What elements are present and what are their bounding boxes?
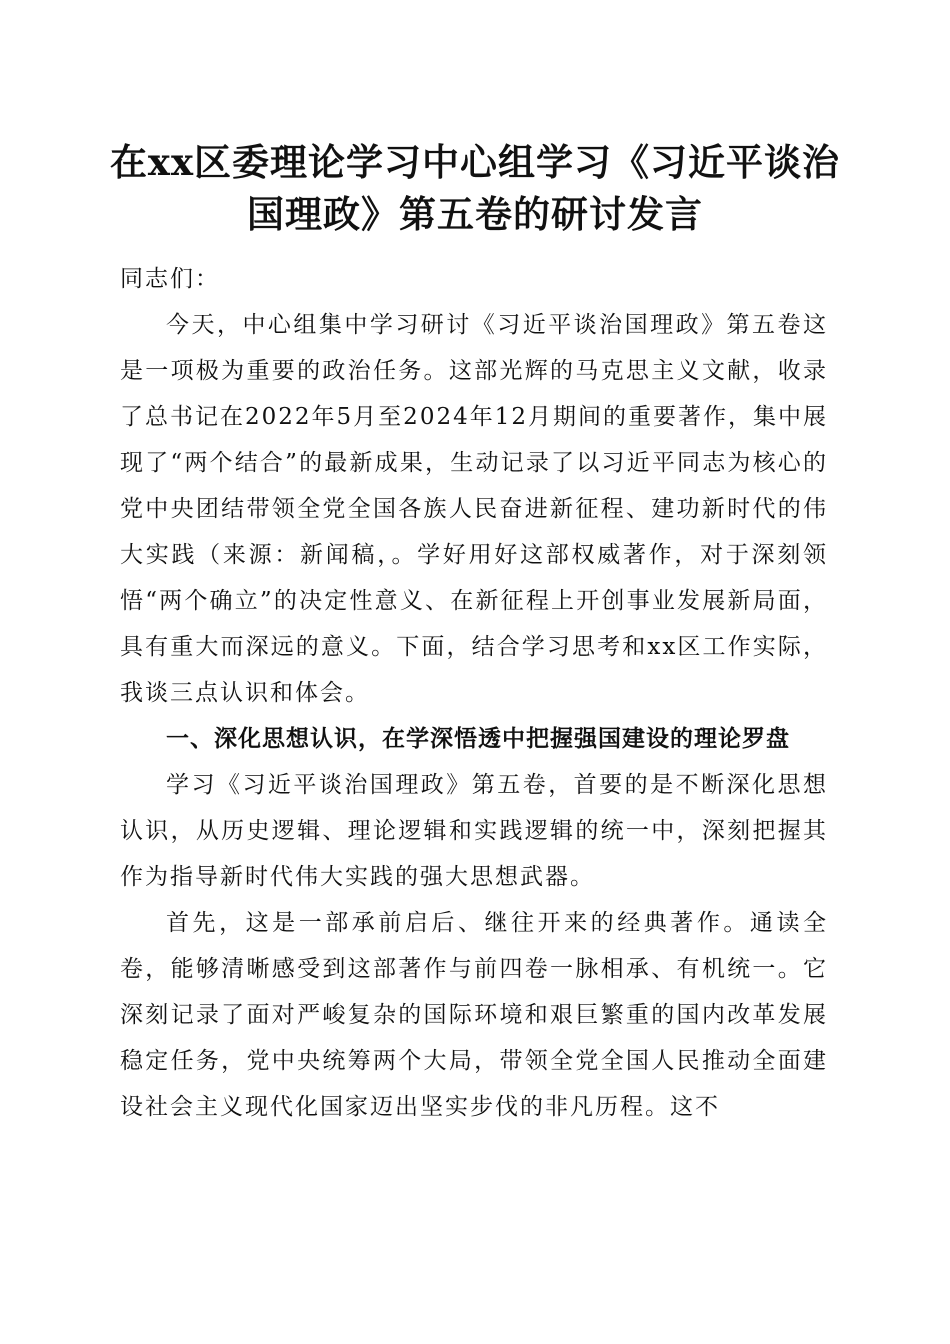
section-heading-1: 一、深化思想认识，在学深悟透中把握强国建设的理论罗盘 bbox=[166, 726, 790, 752]
document-body bbox=[120, 256, 828, 1130]
document-title: 在xx区委理论学习中心组学习《习近平谈治国理政》第五卷的研讨发言 bbox=[109, 140, 841, 236]
salutation: 同志们： bbox=[120, 266, 220, 292]
section1-paragraph-1: 学习《习近平谈治国理政》第五卷，首要的是不断深化思想认识，从历史逻辑、理论逻辑和实践逻辑的统一中，深刻把握其作为指导新时代伟大实践的强大思想武器。 bbox=[120, 772, 828, 890]
section1-paragraph-2: 首先，这是一部承前启后、继往开来的经典著作。通读全卷，能够清晰感受到这部著作与前四卷一脉相承、有机统一。它深刻记录了面对严峻复杂的国际环境和艰巨繁重的国内改革发展稳定任务，党中央统筹两个大局，带领全党全国人民推动全面建设社会主义现代化国家迈出坚实步伐的非凡历程。这不 bbox=[120, 910, 828, 1120]
intro-paragraph: 今天，中心组集中学习研讨《习近平谈治国理政》第五卷这是一项极为重要的政治任务。这部光辉的马克思主义文献，收录了总书记在2022年5月至2024年12月期间的重要著作，集中展现了“两个结合”的最新成果，生动记录了以习近平同志为核心的党中央团结带领全党全国各族人民奋进新征程、建功新时代的伟大实践（来源：新闻稿，。学好用好这部权威著作，对于深刻领悟“两个确立”的决定性意义、在新征程上开创事业发展新局面，具有重大而深远的意义。下面，结合学习思考和xx区工作实际，我谈三点认识和体会。 bbox=[120, 312, 828, 706]
